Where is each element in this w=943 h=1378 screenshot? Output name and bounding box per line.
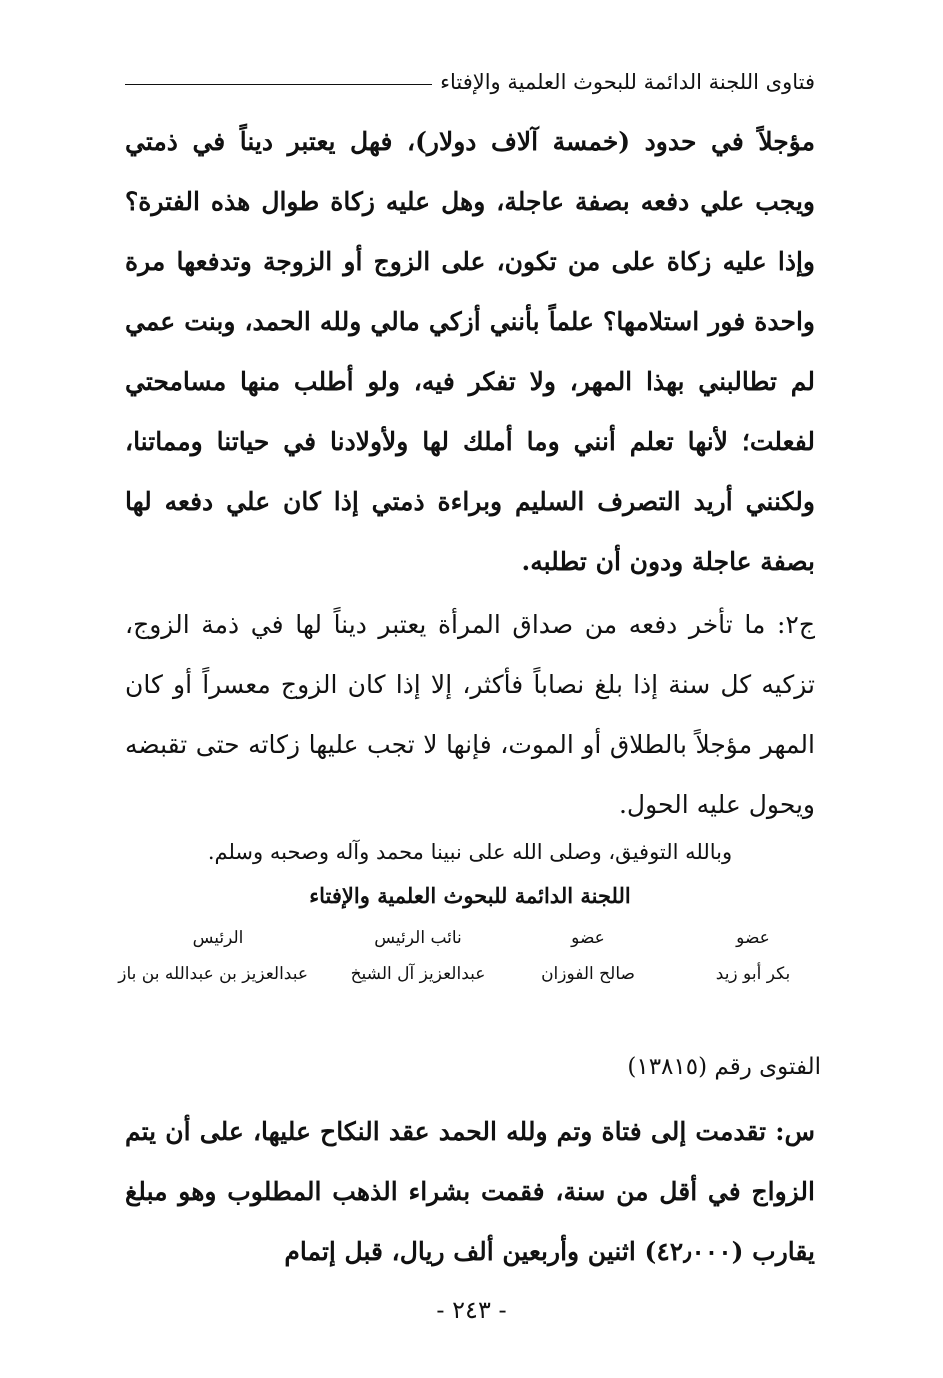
running-header <box>125 62 815 102</box>
question-continued-text: مؤجلاً في حدود (خمسة آلاف دولار)، فهل يعتبر ديناً في ذمتي ويجب علي دفعه بصفة عاجلة، وهل عليه زكاة طوال هذه الفترة؟ وإذا عليه زكاة على من تكون، على الزوج أو الزوجة وتدفعها مرة واحدة فور استلامها؟ علماً بأنني أزكي مالي ولله الحمد، وبنت عمي لم تطالبني بهذا المهر، ولا تفكر فيه، ولو أطلب منها مسامحتي لفعلت؛ لأنها تعلم أنني وما أملك لها ولأولادنا في حياتنا ومماتنا، ولكنني أريد التصرف السليم وبراءة ذمتي إذا كان علي دفعه لها بصفة عاجلة ودون أن تطلبه. <box>125 127 815 576</box>
member-signature <box>528 922 648 994</box>
member-signature <box>118 922 308 994</box>
member-signature <box>338 922 498 994</box>
member-role: نائب الرئيس <box>374 928 462 948</box>
page-number: - ٢٤٣ - <box>436 1296 507 1324</box>
member-role: الرئيس <box>192 928 244 948</box>
member-name: صالح الفوزان <box>541 964 635 984</box>
header-rule <box>125 84 432 85</box>
member-role: عضو <box>571 928 605 948</box>
committee-name: اللجنة الدائمة للبحوث العلمية والإفتاء <box>309 883 631 908</box>
answer-text: ج٢: ما تأخر دفعه من صداق المرأة يعتبر ديناً لها في ذمة الزوج، تزكيه كل سنة إذا بلغ نصاباً فأكثر، إلا إذا كان الزوج معسراً أو كان المهر مؤجلاً بالطلاق أو الموت، فإنها لا تجب عليها زكاته حتى تقبضه ويحول عليه الحول. <box>125 610 815 819</box>
member-role: عضو <box>736 928 770 948</box>
question-new-text: س: تقدمت إلى فتاة وتم ولله الحمد عقد النكاح عليها، على أن يتم الزواج في أقل من سنة، فقمت بشراء الذهب المطلوب وهو مبلغ يقارب (٤٢٫٠٠٠) اثنين وأربعين ألف ريال، قبل إتمام <box>125 1117 815 1266</box>
committee-signatures <box>118 922 808 1002</box>
member-name: عبدالعزيز بن عبدالله بن باز <box>118 964 308 984</box>
closing-formula: وبالله التوفيق، وصلى الله على نبينا محمد وآله وصحبه وسلم. <box>207 840 733 864</box>
running-title: فتاوى اللجنة الدائمة للبحوث العلمية والإفتاء <box>440 70 815 94</box>
member-signature <box>698 922 808 994</box>
member-name: عبدالعزيز آل الشيخ <box>350 964 486 984</box>
member-name: بكر أبو زيد <box>715 964 791 984</box>
fatwa-number: الفتوى رقم (١٣٨١٥) <box>627 1054 821 1080</box>
